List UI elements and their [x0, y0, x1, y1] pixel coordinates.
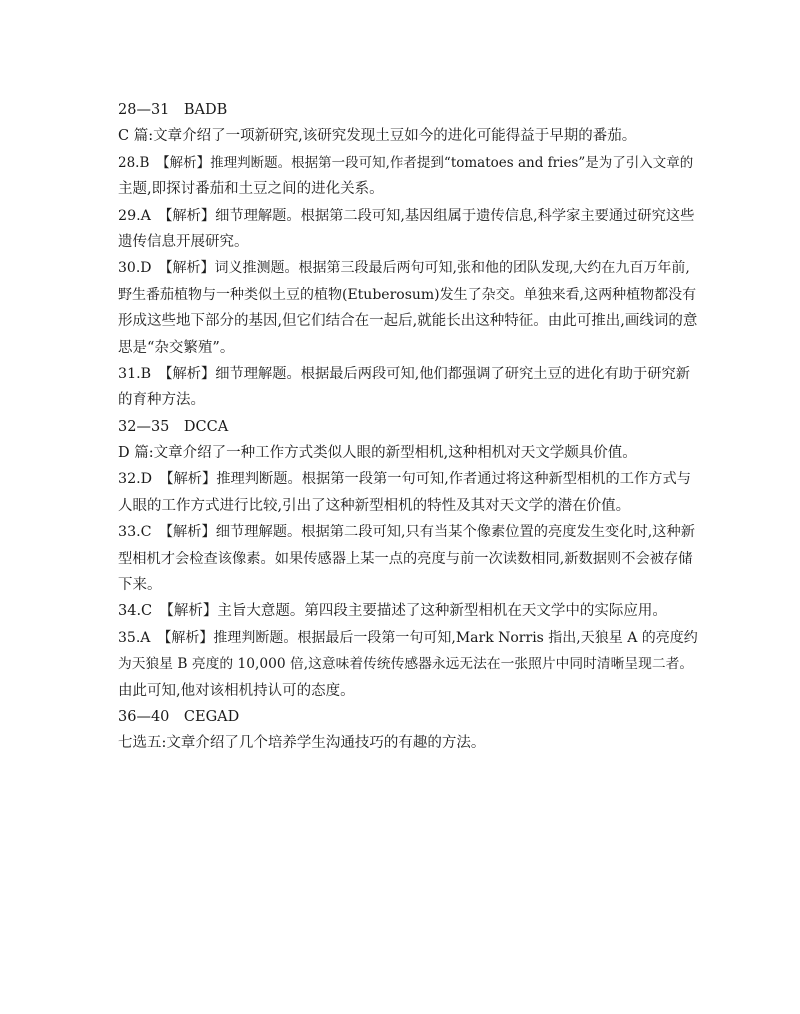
q32-explanation-cont: 人眼的工作方式进行比较,引出了这种新型相机的特性及其对天文学的潜在价值。: [118, 497, 631, 514]
q30-explanation-cont-1: 野生番茄植物与一种类似土豆的植物(Etuberosum)发生了杂交。单独来看,这两种植物都没有: [118, 286, 697, 303]
answer-explanations: [118, 97, 700, 757]
section-c-answer-key: 28—31 BADB: [118, 102, 228, 118]
seven-choose-five-answer-key: 36—40 CEGAD: [118, 708, 240, 725]
q29-explanation-cont: 遗传信息开展研究。: [118, 233, 249, 250]
q32-explanation: 32.D 【解析】推理判断题。根据第一段第一句可知,作者通过将这种新型相机的工作方式与: [118, 471, 691, 488]
q28-explanation: 28.B 【解析】推理判断题。根据第一段可知,作者提到“tomatoes and fries”是为了引入文章的: [118, 154, 694, 171]
q33-explanation: 33.C 【解析】细节理解题。根据第二段可知,只有当某个像素位置的亮度发生变化时,这种新: [118, 524, 696, 541]
q35-explanation-cont-2: 由此可知,他对该相机持认可的态度。: [118, 682, 355, 699]
section-c-summary: C 篇:文章介绍了一项新研究,该研究发现土豆如今的进化可能得益于早期的番茄。: [118, 128, 637, 145]
q31-explanation-cont: 的育种方法。: [118, 392, 205, 409]
q33-explanation-cont-2: 下来。: [118, 577, 162, 594]
q30-explanation-cont-3: 思是“杂交繁殖”。: [118, 339, 235, 356]
q28-explanation-cont: 主题,即探讨番茄和土豆之间的进化关系。: [118, 181, 384, 198]
q30-explanation: 30.D 【解析】词义推测题。根据第三段最后两句可知,张和他的团队发现,大约在九百万年前,: [118, 260, 690, 277]
seven-choose-five-summary: 七选五:文章介绍了几个培养学生沟通技巧的有趣的方法。: [118, 735, 486, 752]
section-d-summary: D 篇:文章介绍了一种工作方式类似人眼的新型相机,这种相机对天文学颇具价值。: [118, 445, 637, 462]
q35-explanation: 35.A 【解析】推理判断题。根据最后一段第一句可知,Mark Norris 指出,天狼星 A 的亮度约: [118, 629, 698, 646]
q33-explanation-cont-1: 型相机才会检查该像素。如果传感器上某一点的亮度与前一次读数相同,新数据则不会被存储: [118, 550, 693, 567]
q30-explanation-cont-2: 形成这些地下部分的基因,但它们结合在一起后,就能长出这种特征。由此可推出,画线词的意: [118, 313, 698, 330]
q34-explanation: 34.C 【解析】主旨大意题。第四段主要描述了这种新型相机在天文学中的实际应用。: [118, 603, 667, 620]
q29-explanation: 29.A 【解析】细节理解题。根据第二段可知,基因组属于遗传信息,科学家主要通过研究这些: [118, 207, 695, 224]
section-d-answer-key: 32—35 DCCA: [118, 418, 229, 435]
q31-explanation: 31.B 【解析】细节理解题。根据最后两段可知,他们都强调了研究土豆的进化有助于研究新: [118, 365, 691, 382]
q35-explanation-cont-1: 为天狼星 B 亮度的 10,000 倍,这意味着传统传感器永远无法在一张照片中同时清晰呈现二者。: [118, 656, 694, 673]
